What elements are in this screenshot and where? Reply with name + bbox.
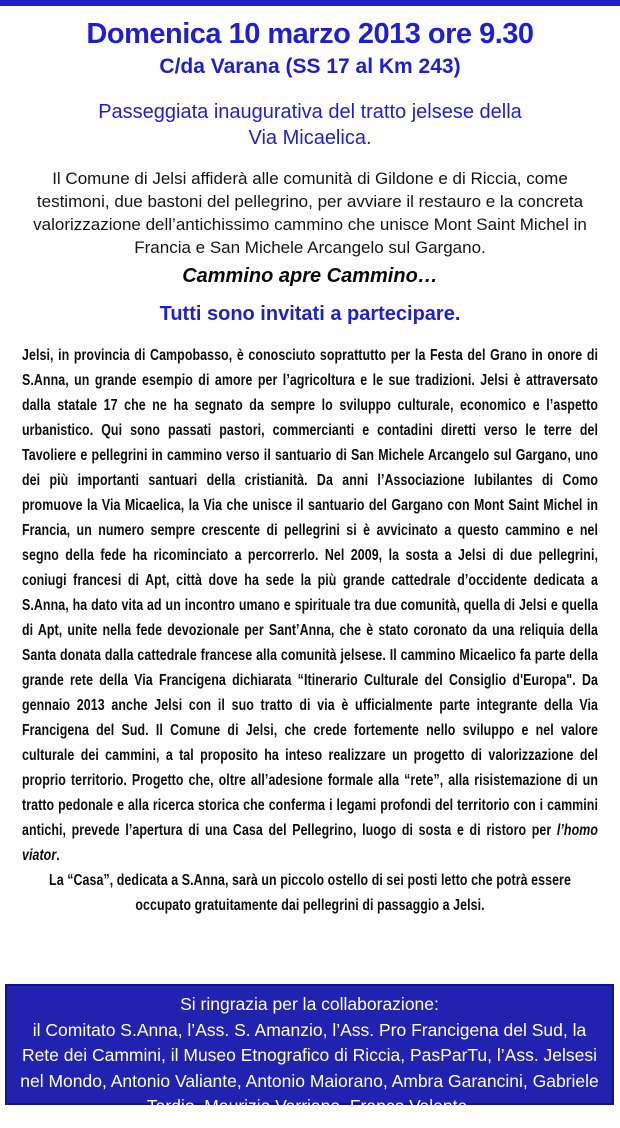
closing-paragraph: La “Casa”, dedicata a S.Anna, sarà un piccolo ostello di sei posti letto che potrà essere occupato gratuitamente dai pellegrini di passaggio a Jelsi. xyxy=(49,872,571,914)
event-location: C/da Varana (SS 17 al Km 243) xyxy=(159,55,461,78)
event-date-title: Domenica 10 marzo 2013 ore 9.30 xyxy=(86,18,534,50)
credits-list: il Comitato S.Anna, l’Ass. S. Amanzio, l’Ass. Pro Francigena del Sud, la Rete dei Cammini, il Museo Etnografico di Riccia, PasParTu, l’Ass. Jelsesi nel Mondo, Antonio Valiante, Antonio Maiorano, Ambra Garancini, Gabriele Tardio, Maurizio Varriano, Franco Valente. xyxy=(20,1019,599,1116)
intro-announcement: Il Comune di Jelsi affiderà alle comunità di Gildone e di Riccia, come testimoni, due bastoni del pellegrino, per avviare il restauro e la concreta valorizzazione dell’antichissimo cammino che unisce Mont Saint Michel in Francia e San Michele Arcangelo sul Gargano. xyxy=(33,169,587,257)
motto-text: Cammino apre Cammino… xyxy=(182,265,438,287)
credits-box xyxy=(5,984,614,1116)
top-divider-strip xyxy=(0,0,620,6)
event-subtitle-line1: Passeggiata inaugurativa del tratto jelsese della xyxy=(98,101,522,123)
main-paragraph-text: Jelsi, in provincia di Campobasso, è conosciuto soprattutto per la Festa del Grano in onore di S.Anna, un grande esempio di amore per l’agricoltura e le sue tradizioni. Jelsi è attraversato dalla statale 17 che ne ha segnato da sempre lo sviluppo culturale, economico e l’aspetto urbanistico. Qui sono passati pastori, commercianti e contadini diretti verso le terre del Tavoliere e pellegrini in cammino verso il santuario di San Michele Arcangelo sul Gargano, uno dei più importanti santuari della cristianità. Da anni l’Associazione Iubilantes di Como promuove la Via Micaelica, la Via che unisce il santuario del Gargano con Mont Saint Michel in Francia, un numero sempre crescente di pellegrini si è avvicinato a questo cammino e nel segno della fede ha ricominciato a percorrerlo. Nel 2009, la sosta a Jelsi di due pellegrini, coniugi francesi di Apt, città dove ha sede la più grande cattedrale d’occidente dedicata a S.Anna, ha dato vita ad un incontro umano e spirituale tra due comunità, quella di Jelsi e quella di Apt, unite nella fede devozionale per Sant’Anna, che è stato coronato da una reliquia della Santa donata dalla cattedrale francese alla comunità jelsese. Il cammino Micaelico fa parte della grande rete della Via Francigena dichiarata “Itinerario Culturale del Consiglio d'Europa". Da gennaio 2013 anche Jelsi con il suo tratto di via è ufficialmente parte integrante della Via Francigena del Sud. Il Comune di Jelsi, che crede fortemente nello sviluppo e nel valore culturale dei cammini, a tal proposito ha inteso realizzare un progetto di valorizzazione del proprio territorio. Progetto che, oltre all’adesione formale alla “rete”, alla risistemazione di un tratto pedonale e alla ricerca storica che conferma i legami profondi del territorio con i cammini antichi, prevede l’apertura di una Casa del Pellegrino, luogo di sosta e di ristoro per xyxy=(22,347,598,839)
event-subtitle-line2: Via Micaelica. xyxy=(248,127,372,149)
credits-heading: Si ringrazia per la collaborazione: xyxy=(180,994,439,1014)
main-paragraph xyxy=(22,343,598,918)
body-section xyxy=(22,343,598,918)
invitation-text: Tutti sono invitati a partecipare. xyxy=(159,303,461,325)
event-subtitle xyxy=(0,99,620,151)
italic-phrase: l’homo viator xyxy=(22,822,598,864)
main-paragraph-period: . xyxy=(56,847,60,864)
